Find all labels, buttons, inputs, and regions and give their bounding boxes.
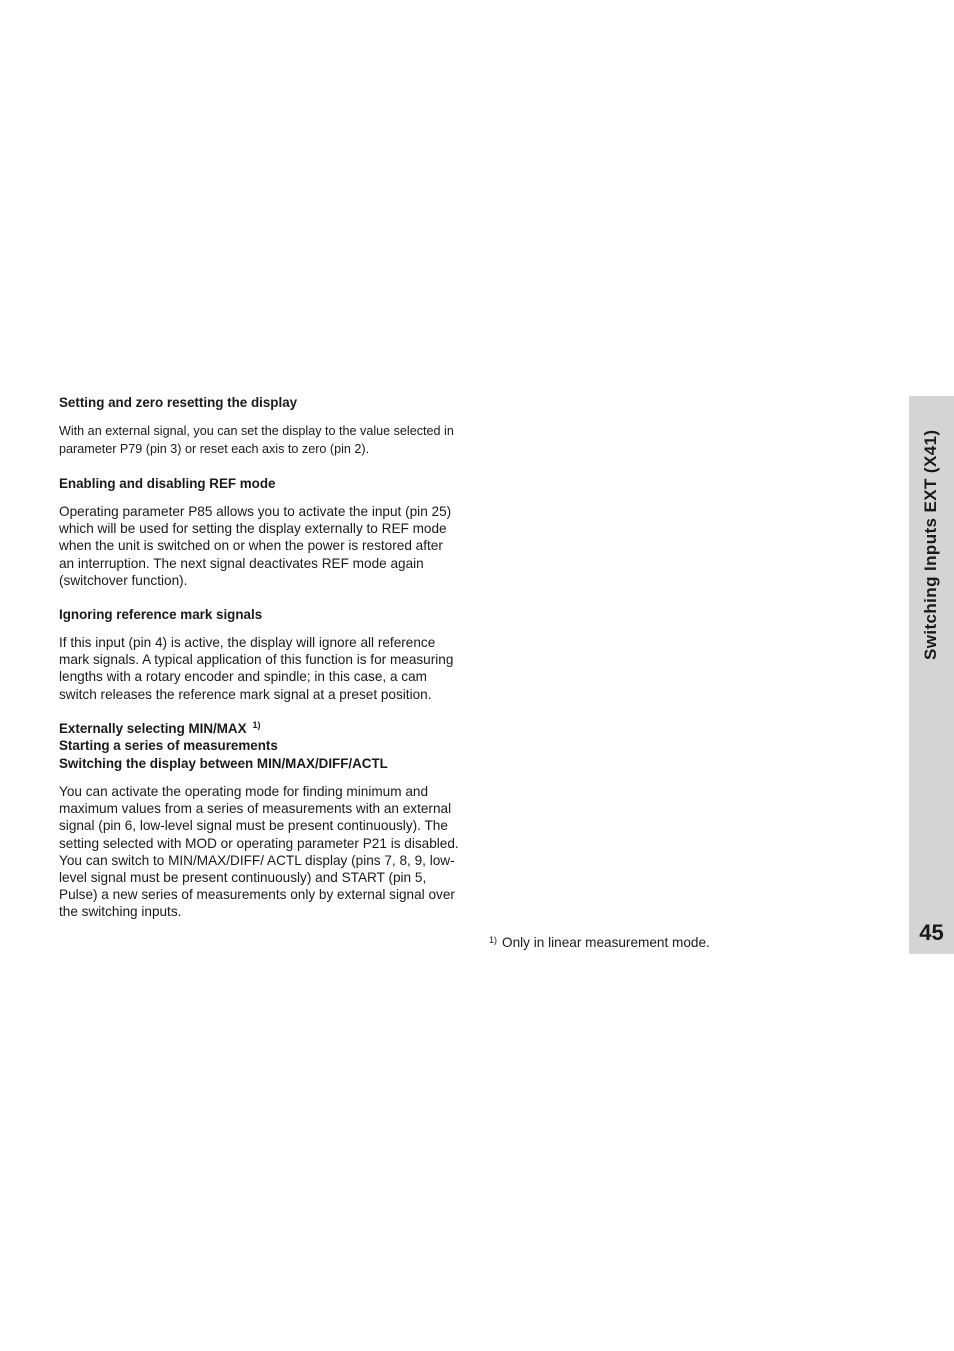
section-ref-mode bbox=[59, 475, 461, 589]
section-body: Operating parameter P85 allows you to activate the input (pin 25) which will be used for setting the display externally to REF mode when the unit is switched on or when the power is restored after an interruption. The next signal deactivates REF mode again (switchover function). bbox=[59, 504, 452, 588]
section-heading: Enabling and disabling REF mode bbox=[59, 476, 276, 491]
section-set-zero bbox=[59, 394, 461, 458]
minmax-heading-line-1 bbox=[59, 720, 461, 737]
section-minmax bbox=[59, 720, 461, 921]
section-heading: Ignoring reference mark signals bbox=[59, 607, 263, 623]
page-number: 45 bbox=[919, 920, 944, 945]
section-heading: Setting and zero resetting the display bbox=[59, 395, 298, 410]
section-body: With an external signal, you can set the display to the value selected in parameter P79 (pin 3) or reset each axis to zero (pin 2). bbox=[59, 424, 454, 456]
section-ignore-ref bbox=[59, 606, 461, 703]
minmax-heading-line-2: Starting a series of measurements bbox=[59, 738, 278, 754]
minmax-heading-group bbox=[59, 720, 461, 772]
minmax-heading-line-3: Switching the display between MIN/MAX/DIFF/ACTL bbox=[59, 755, 388, 771]
section-body: If this input (pin 4) is active, the display will ignore all reference mark signals. A typical application of this function is for measuring lengths with a rotary encoder and spindle; in this case, a cam switch releases the reference mark signal at a preset position. bbox=[59, 635, 454, 702]
chapter-side-tab bbox=[909, 396, 954, 954]
footnote-marker: 1) bbox=[489, 935, 498, 945]
footnote-reference: 1) bbox=[252, 719, 261, 730]
footnote bbox=[489, 934, 710, 951]
footnote-text: Only in linear measurement mode. bbox=[502, 935, 710, 950]
section-body: You can activate the operating mode for finding minimum and maximum values from a series of measurements with an external signal (pin 6, low-level signal must be present continuously). The setting selected with MOD or operating parameter P21 is disabled. You can switch to MIN/MAX/DIFF/ ACTL display (pins 7, 8, 9, low-level signal must be present continuously) and START (pin 5, Pulse) a new series of measurements only by external signal over the switching inputs. bbox=[59, 784, 459, 920]
minmax-heading-text: Externally selecting MIN/MAX bbox=[59, 720, 247, 736]
main-column bbox=[59, 394, 461, 938]
chapter-title: Switching Inputs EXT (X41) bbox=[921, 429, 940, 660]
